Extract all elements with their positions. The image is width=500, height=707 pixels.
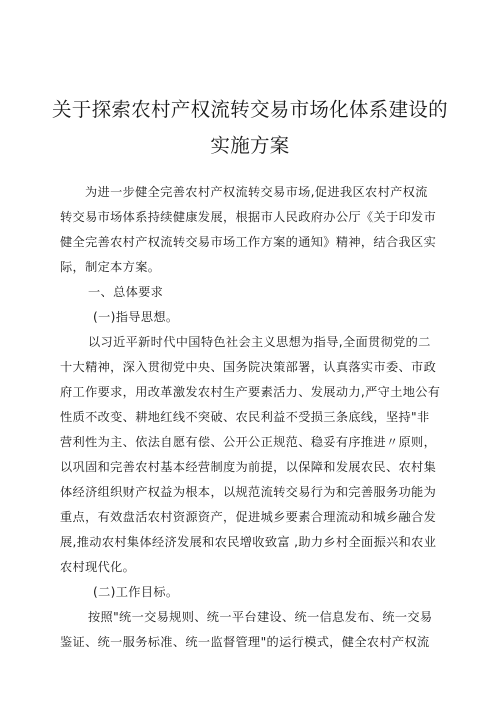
body-line: 健全完善农村产权流转交易市场工作方案的通知》精神，结合我区实 [60, 235, 437, 249]
body-line: 府工作要求，用改革激发农村生产要素活力、发展动力,严守土地公有 [60, 385, 441, 399]
section-heading: 一、总体要求 [88, 285, 164, 299]
document-title-line-2: 实施方案 [210, 134, 290, 157]
document-title-line-1: 关于探索农村产权流转交易市场化体系建设的 [51, 98, 448, 121]
body-line: 转交易市场体系持续健康发展，根据市人民政府办公厅《关于印发市 [60, 210, 437, 224]
body-line: 鉴证、统一服务标准、统一监督管理"的运行模式，健全农村产权流 [60, 635, 430, 649]
body-line: 按照"统一交易规则、统一平台建设、统一信息发布、统一交易 [88, 610, 433, 624]
body-line: 体经济组织财产权益为根本，以规范流转交易行为和完善服务功能为 [60, 485, 437, 499]
body-line: 十大精神，深入贯彻党中央、国务院决策部署，认真落实市委、市政 [60, 360, 437, 374]
body-line: 以巩固和完善农村基本经营制度为前提，以保障和发展农民、农村集 [60, 460, 437, 474]
body-line: 为进一步健全完善农村产权流转交易市场,促进我区农村产权流 [85, 185, 428, 199]
subsection-heading: (二)工作目标。 [93, 585, 179, 599]
body-line: 性质不改变、耕地红线不突破、农民利益不受损三条底线，坚持"非 [60, 410, 430, 424]
body-line: 农村现代化。 [60, 560, 136, 574]
body-line: 际，制定本方案。 [60, 260, 161, 274]
body-line: 以习近平新时代中国特色社会主义思想为指导,全面贯彻党的二 [88, 335, 431, 349]
body-line: 重点，有效盘活农村资源资产，促进城乡要素合理流动和城乡融合发 [60, 510, 437, 524]
subsection-heading: (一)指导思想。 [93, 310, 179, 324]
body-line: 展,推动农村集体经济发展和农民增收致富 ,助力乡村全面振兴和农业 [60, 535, 437, 549]
body-line: 营利性为主、依法自愿有偿、公开公正规范、稳妥有序推进〃原则， [60, 435, 437, 449]
